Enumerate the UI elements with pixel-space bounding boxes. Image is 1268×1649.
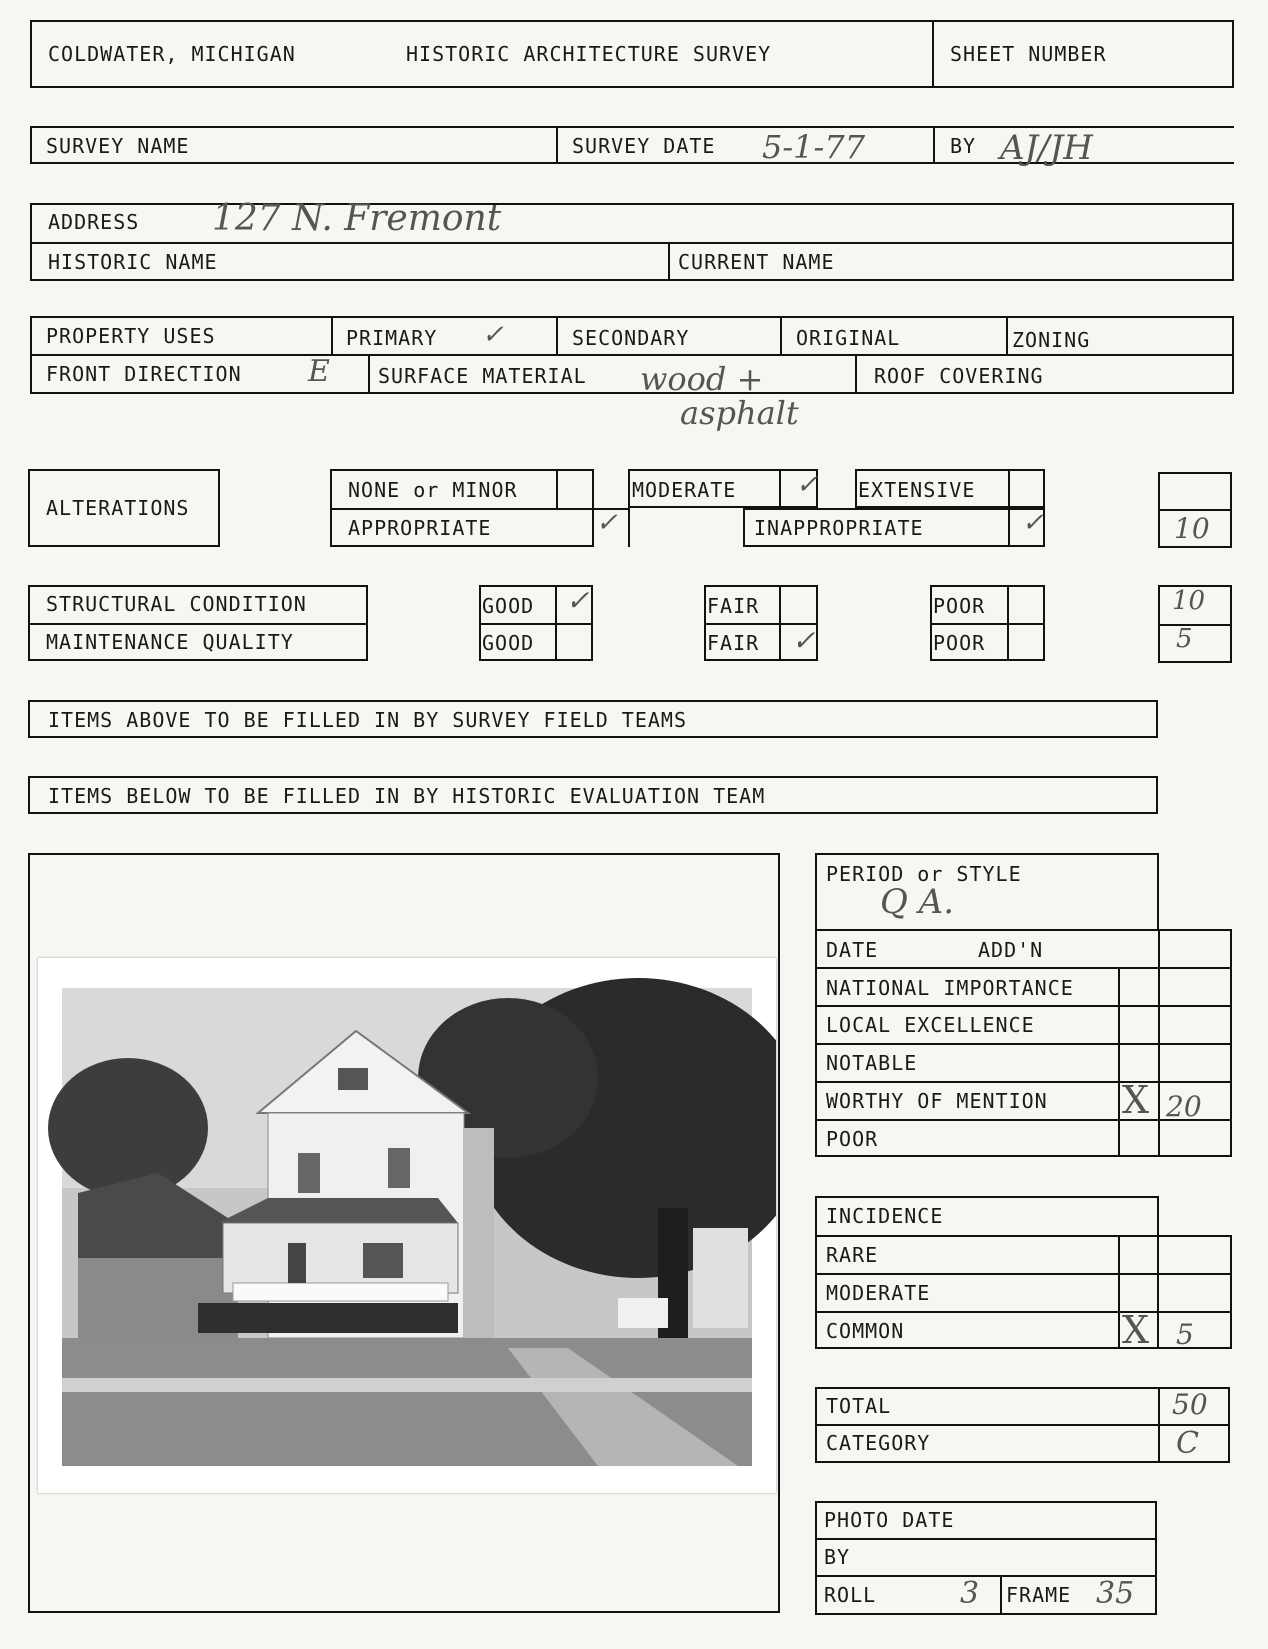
survey-divider-1 [556,126,558,164]
fair-label-structural: FAIR [707,594,760,618]
survey-date-value: 5-1-77 [762,128,866,166]
appropriate-label: APPROPRIATE [348,516,492,540]
historic-name-label: HISTORIC NAME [48,250,218,274]
condition-score-div [1158,624,1232,626]
front-direction-label: FRONT DIRECTION [46,362,242,386]
inc-div-v1 [1118,1235,1120,1349]
maintenance-mark: ✓ [792,624,816,657]
eval-div-v1 [1118,967,1120,1157]
category-value: C [1176,1426,1199,1461]
photo-date-label: PHOTO DATE [824,1508,955,1532]
local-label: LOCAL EXCELLENCE [826,1013,1035,1037]
inc-div-v2 [1230,1235,1232,1349]
worthy-score: 20 [1166,1090,1202,1123]
survey-name-label: SURVEY NAME [46,134,190,158]
common-score: 5 [1176,1318,1194,1351]
form-title: HISTORIC ARCHITECTURE SURVEY [406,42,772,66]
none-minor-label: NONE or MINOR [348,478,518,502]
condition-divider [28,623,368,625]
city-label: COLDWATER, MICHIGAN [48,42,296,66]
good-div-h [479,623,593,625]
extensive-label: EXTENSIVE [858,478,976,502]
frame-label: FRAME [1006,1583,1072,1607]
property-div-6 [855,354,857,394]
worthy-mark: X [1122,1078,1150,1122]
structural-score: 10 [1172,586,1206,616]
incidence-label: INCIDENCE [826,1204,944,1228]
primary-label: PRIMARY [346,326,438,350]
totals-div-v [1158,1387,1160,1463]
sheet-number-label: SHEET NUMBER [950,42,1107,66]
common-mark: X [1122,1308,1150,1352]
addn-label: ADD'N [978,938,1044,962]
poor-div-v [1007,585,1009,661]
front-direction-value: E [308,354,330,389]
photo-div-v [1000,1575,1002,1615]
roll-value: 3 [960,1576,980,1611]
surface-material-value-1: wood + [640,360,764,398]
notable-label: NOTABLE [826,1051,918,1075]
primary-mark: ✓ [482,320,504,350]
inappropriate-mark: ✓ [1022,508,1044,538]
inappropriate-label: INAPPROPRIATE [754,516,924,540]
property-div-5 [368,354,370,394]
none-minor-check-div [556,469,558,508]
poor-label-structural: POOR [933,594,986,618]
survey-by-value: AJ/JH [1000,128,1093,168]
eval-div-4 [815,1081,1232,1083]
inc-div-1 [815,1235,1232,1237]
national-label: NATIONAL IMPORTANCE [826,976,1074,1000]
alterations-score: 10 [1174,512,1210,545]
total-label: TOTAL [826,1394,892,1418]
inc-moderate-label: MODERATE [826,1281,931,1305]
fair-div-v [779,585,781,661]
good-label-maintenance: GOOD [482,631,535,655]
inc-div-2 [815,1273,1232,1275]
maintenance-label: MAINTENANCE QUALITY [46,630,294,654]
good-label-structural: GOOD [482,594,535,618]
address-value: 127 N. Fremont [212,198,502,239]
maintenance-score: 5 [1176,624,1193,654]
survey-divider-2 [933,126,935,164]
eval-div-v2 [1158,929,1160,1157]
eval-div-1 [815,967,1232,969]
property-div-2 [556,316,558,354]
alterations-label: ALTERATIONS [46,496,190,520]
date-label: DATE [826,938,879,962]
note-above: ITEMS ABOVE TO BE FILLED IN BY SURVEY FIELD TEAMS [48,708,688,732]
surface-material-value-2: asphalt [680,394,799,432]
structural-label: STRUCTURAL CONDITION [46,592,307,616]
survey-date-label: SURVEY DATE [572,134,716,158]
eval-poor-label: POOR [826,1127,879,1151]
common-label: COMMON [826,1319,905,1343]
header-divider [932,20,934,88]
period-value: Q A. [880,882,955,922]
moderate-mark: ✓ [796,470,818,500]
total-value: 50 [1172,1388,1208,1421]
inc-div-3 [815,1311,1232,1313]
totals-div-h [815,1424,1230,1426]
good-div-v [555,585,557,661]
moderate-check-div [779,469,781,508]
property-uses-label: PROPERTY USES [46,324,216,348]
moderate-label: MODERATE [632,478,737,502]
frame-value: 35 [1096,1576,1135,1611]
current-name-label: CURRENT NAME [678,250,835,274]
survey-by-label: BY [950,134,977,158]
original-label: ORIGINAL [796,326,901,350]
worthy-label: WORTHY OF MENTION [826,1089,1048,1113]
zoning-label: ZONING [1012,328,1091,352]
secondary-label: SECONDARY [572,326,690,350]
surface-material-label: SURFACE MATERIAL [378,364,587,388]
rare-label: RARE [826,1243,879,1267]
category-label: CATEGORY [826,1431,931,1455]
property-div-3 [780,316,782,354]
inc-div-bottom [1158,1347,1232,1349]
fair-label-maintenance: FAIR [707,631,760,655]
address-label: ADDRESS [48,210,140,234]
property-div-1 [331,316,333,354]
property-div-4 [1006,316,1008,354]
poor-div-h [930,623,1045,625]
note-below: ITEMS BELOW TO BE FILLED IN BY HISTORIC EVALUATION TEAM [48,784,766,808]
photo-div-1 [815,1538,1157,1540]
structural-mark: ✓ [566,584,590,617]
address-divider-v [668,242,670,281]
address-divider-h [30,242,1234,244]
alterations-score-div [1158,509,1232,511]
eval-div-3 [815,1043,1232,1045]
roll-label: ROLL [824,1583,877,1607]
property-divider-h [30,354,1234,356]
photo-by-label: BY [824,1545,851,1569]
appropriate-mark: ✓ [596,508,618,538]
alterations-divider-h [330,508,630,510]
roof-covering-label: ROOF COVERING [874,364,1044,388]
eval-div-2 [815,1005,1232,1007]
house-photo-image [38,958,776,1493]
poor-label-maintenance: POOR [933,631,986,655]
period-label: PERIOD or STYLE [826,862,1022,886]
house-photo [38,958,776,1493]
